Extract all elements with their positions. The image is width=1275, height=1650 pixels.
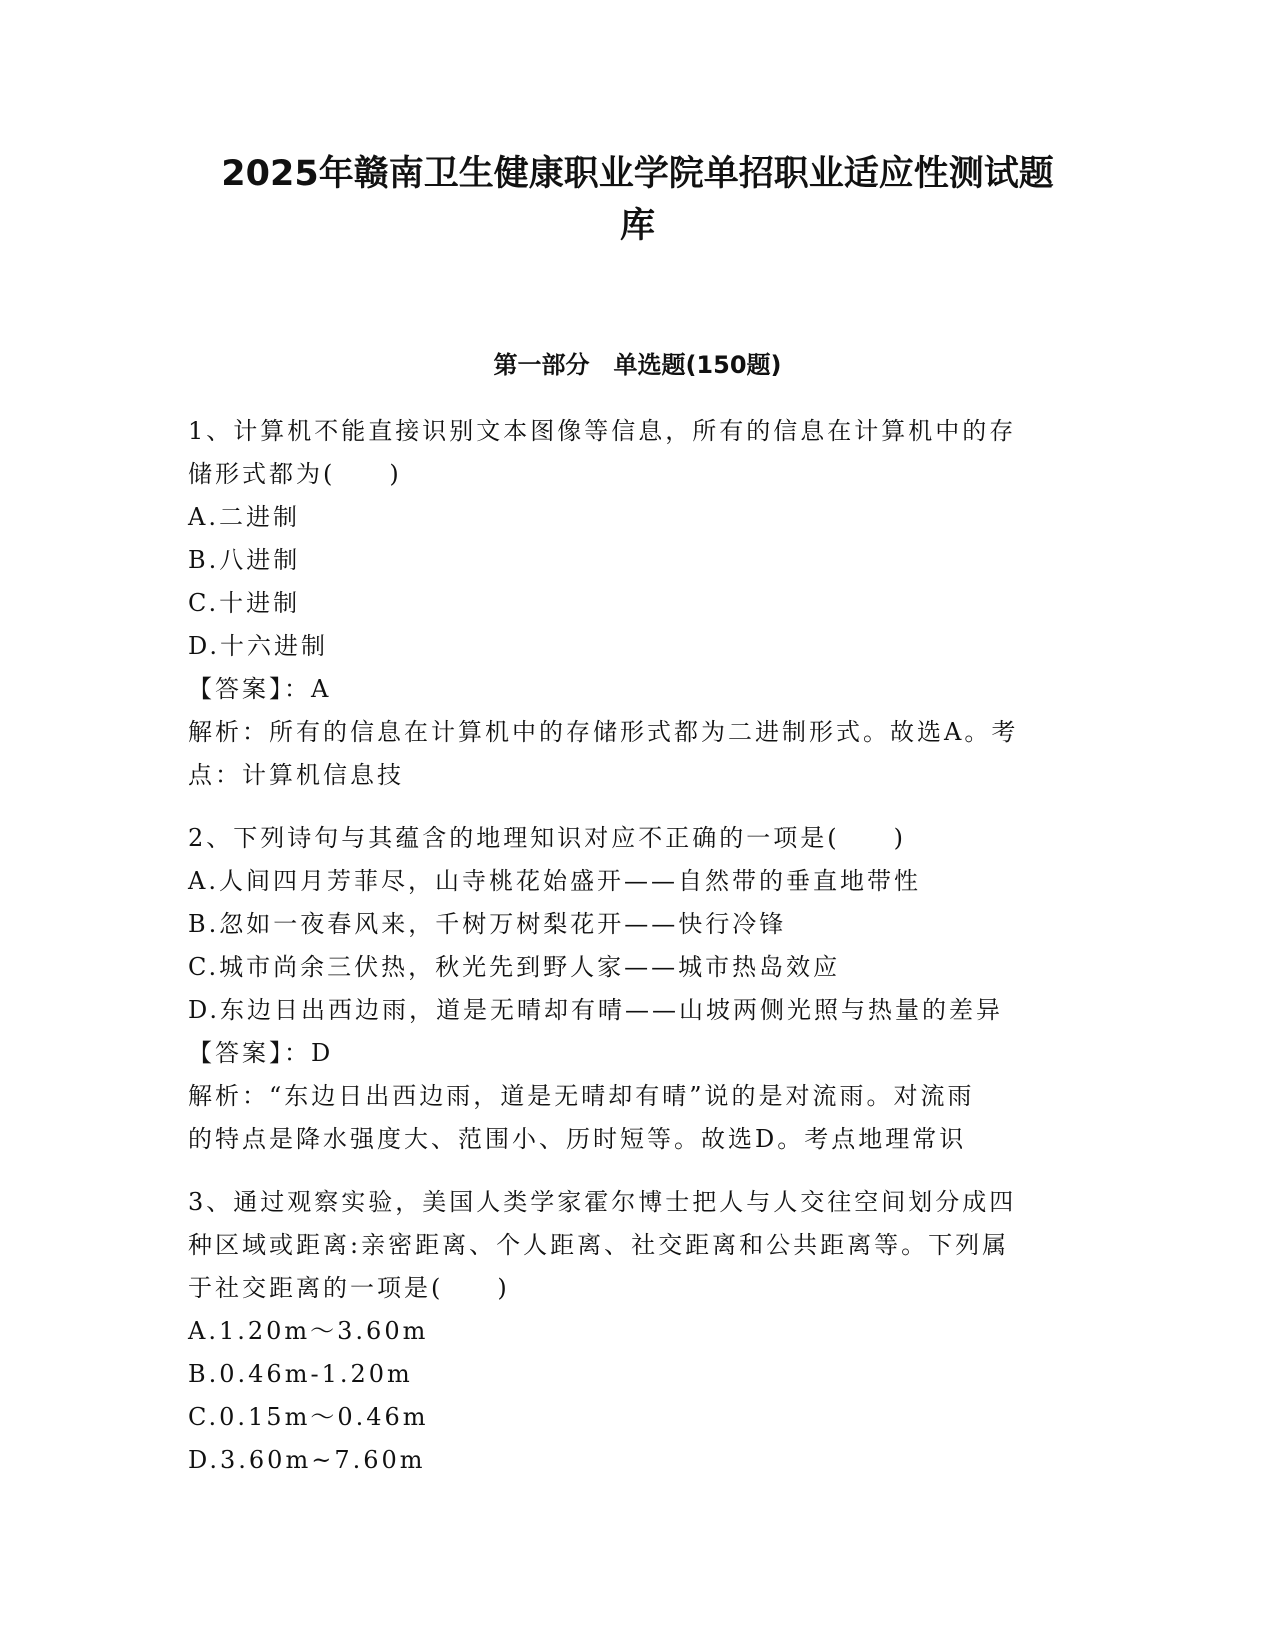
option-a: A.二进制 [188, 503, 300, 531]
question-stem-line: 储形式都为( ) [188, 460, 402, 488]
question-1 [188, 410, 1088, 797]
option-c: C.0.15m～0.46m [188, 1403, 429, 1431]
question-stem-line: 1、计算机不能直接识别文本图像等信息，所有的信息在计算机中的存 [188, 417, 1017, 445]
document-title-line2: 库 [619, 206, 655, 246]
question-3 [188, 1181, 1088, 1482]
option-a: A.1.20m～3.60m [188, 1317, 429, 1345]
question-2 [188, 817, 1088, 1161]
question-stem-line: 于社交距离的一项是( ) [188, 1274, 510, 1302]
question-stem-line: 2、下列诗句与其蕴含的地理知识对应不正确的一项是( ) [188, 824, 906, 852]
document-title-line1: 2025年赣南卫生健康职业学院单招职业适应性测试题 [221, 154, 1054, 194]
analysis-line: 解析：所有的信息在计算机中的存储形式都为二进制形式。故选A。考 [188, 718, 1019, 746]
option-d: D.十六进制 [188, 632, 329, 660]
option-c: C.城市尚余三伏热，秋光先到野人家——城市热岛效应 [188, 953, 841, 981]
option-b: B.忽如一夜春风来，千树万树梨花开——快行冷锋 [188, 910, 787, 938]
analysis-line: 的特点是降水强度大、范围小、历时短等。故选D。考点地理常识 [188, 1125, 967, 1153]
question-stem-line: 种区域或距离:亲密距离、个人距离、社交距离和公共距离等。下列属 [188, 1231, 1010, 1259]
option-d: D.东边日出西边雨，道是无晴却有晴——山坡两侧光照与热量的差异 [188, 996, 1004, 1024]
answer-line: 【答案】：A [188, 675, 332, 703]
option-b: B.0.46m-1.20m [188, 1360, 413, 1388]
analysis-line: 点：计算机信息技 [188, 761, 404, 789]
question-stem-line: 3、通过观察实验，美国人类学家霍尔博士把人与人交往空间划分成四 [188, 1188, 1017, 1216]
question-list [188, 410, 1088, 1502]
option-d: D.3.60m~7.60m [188, 1446, 426, 1474]
option-a: A.人间四月芳菲尽，山寺桃花始盛开——自然带的垂直地带性 [188, 867, 921, 895]
answer-line: 【答案】：D [188, 1039, 334, 1067]
option-c: C.十进制 [188, 589, 301, 617]
option-b: B.八进制 [188, 546, 301, 574]
document-title [150, 148, 1125, 252]
section-title: 第一部分 单选题(150题) [493, 351, 782, 379]
analysis-line: 解析：“东边日出西边雨，道是无晴却有晴”说的是对流雨。对流雨 [188, 1082, 975, 1110]
